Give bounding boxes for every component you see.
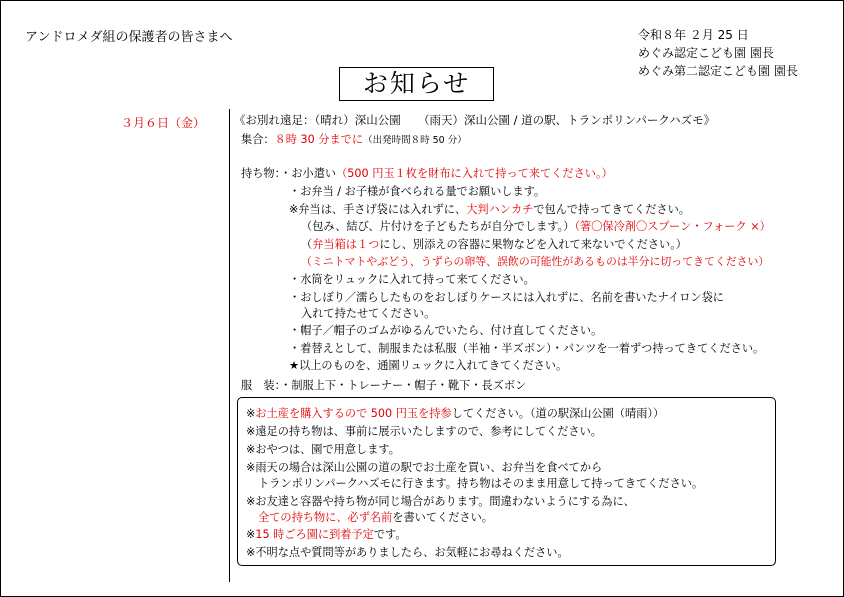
meet-label: 集合： [241, 133, 275, 146]
note-5: ※お友達と容器や持ち物が同じ場合があります。間違わないようにする為に、 [246, 495, 635, 508]
addressee: アンドロメダ組の保護者の皆さまへ [25, 30, 233, 45]
item-text: ※弁当は、手さげ袋には入れずに、 [289, 203, 467, 216]
item-highlight: 弁当箱は１つ [312, 238, 380, 251]
note-text: ※ [246, 528, 256, 541]
clothing-label: 服 装： [241, 379, 281, 392]
item-text: （ [301, 238, 313, 251]
belongings-item-6: ・水筒をリュックに入れて持って来てください。 [289, 273, 535, 286]
note-7: ※不明な点や質問等がありましたら、お気軽にお尋ねください。 [246, 546, 569, 559]
note-2: ※遠足の持ち物は、事前に展示いたしますので、参考にしてください。 [246, 425, 602, 438]
belongings-item-8: ・帽子／帽子のゴムがゆるんでいたら、付け直してください。 [289, 324, 603, 337]
note-highlight: 15 時ごろ園に到着予定 [255, 528, 374, 541]
note-highlight: 全ての持ち物に、必ず名前 [258, 511, 393, 524]
belongings-item-5: （ミニトマトやぶどう、うずらの卵等、誤飲の可能性があるものは半分に切ってきてください） [301, 255, 770, 268]
event-name: 《お別れ遠足：（晴れ）深山公園 （雨天）深山公園 / 道の駅、トランポリンパークハズモ》 [234, 113, 716, 127]
item-highlight: （箸〇保冷剤〇スプーン・フォーク ×） [574, 220, 771, 233]
item-text: にし、別添えの容器に果物などを入れて来ないでください。） [379, 238, 687, 251]
belongings-item-9: ・着替えとして、制服または私服（半袖・半ズボン）・パンツを一着ずつ持ってきてください。 [289, 342, 765, 355]
belongings-item-7: ・おしぼり／濡らしたものをおしぼりケースには入れずに、名前を書いたナイロン袋に [289, 291, 724, 304]
note-text: を書いてください。 [392, 511, 493, 524]
meet-time: ８時 30 分までに [274, 133, 364, 146]
issue-date: 令和８年 ２月 25 日 [638, 28, 749, 42]
item-text: （包み、結び、片付けを子どもたちが自分でします。） [301, 220, 575, 233]
item-text: で包んで持ってきてください。 [533, 203, 690, 216]
note-5-cont [258, 510, 493, 526]
item-text: ・お小遣い [280, 167, 337, 180]
issuer-block [638, 26, 798, 80]
item-highlight: （500 円玉１枚を財布に入れて持って来てください。） [336, 167, 613, 180]
item-highlight: 大判ハンカチ [466, 203, 534, 216]
note-1 [246, 406, 664, 422]
note-highlight: お土産を購入するので 500 円玉を持参 [255, 407, 452, 420]
belongings-item-3 [289, 202, 690, 218]
note-4-cont: トランポリンパークハズモに行きます。持ち物はそのまま用意して持ってきてください。 [258, 477, 704, 490]
belongings-item-10: ★以上のものを、通園リュックに入れてきてください。 [289, 359, 568, 372]
issuer-line-2: めぐみ第二認定こども園 園長 [638, 64, 798, 78]
note-3: ※おやつは、園で用意します。 [246, 443, 400, 456]
note-text: ※ [246, 407, 256, 420]
issuer-line-1: めぐみ認定こども園 園長 [638, 46, 774, 60]
event-date: ３月６日（金） [121, 116, 206, 130]
belongings-item-1 [241, 166, 613, 182]
belongings-item-2: ・お弁当 / お子様が食べられる量でお願いします。 [289, 185, 546, 198]
belongings-label: 持ち物： [241, 167, 281, 180]
belongings-item-4 [301, 237, 687, 253]
clothing-items: ・制服上下・トレーナー・帽子・靴下・長ズボン [280, 379, 527, 392]
note-4: ※雨天の場合は深山公園の道の駅でお土産を買い、お弁当を食べてから [246, 461, 603, 474]
note-text: してください。（道の駅深山公園（晴雨）） [451, 407, 665, 420]
clothing-line [241, 378, 526, 394]
belongings-item-3-note [301, 219, 771, 235]
section-divider [229, 109, 230, 582]
note-6 [246, 527, 407, 543]
depart-time: （出発時間８時 50 分） [363, 135, 467, 146]
meeting-time [241, 132, 467, 149]
note-text: です。 [373, 528, 407, 541]
belongings-item-7-cont: 入れて持たせてください。 [301, 307, 436, 320]
page-title: お知らせ [339, 67, 494, 101]
